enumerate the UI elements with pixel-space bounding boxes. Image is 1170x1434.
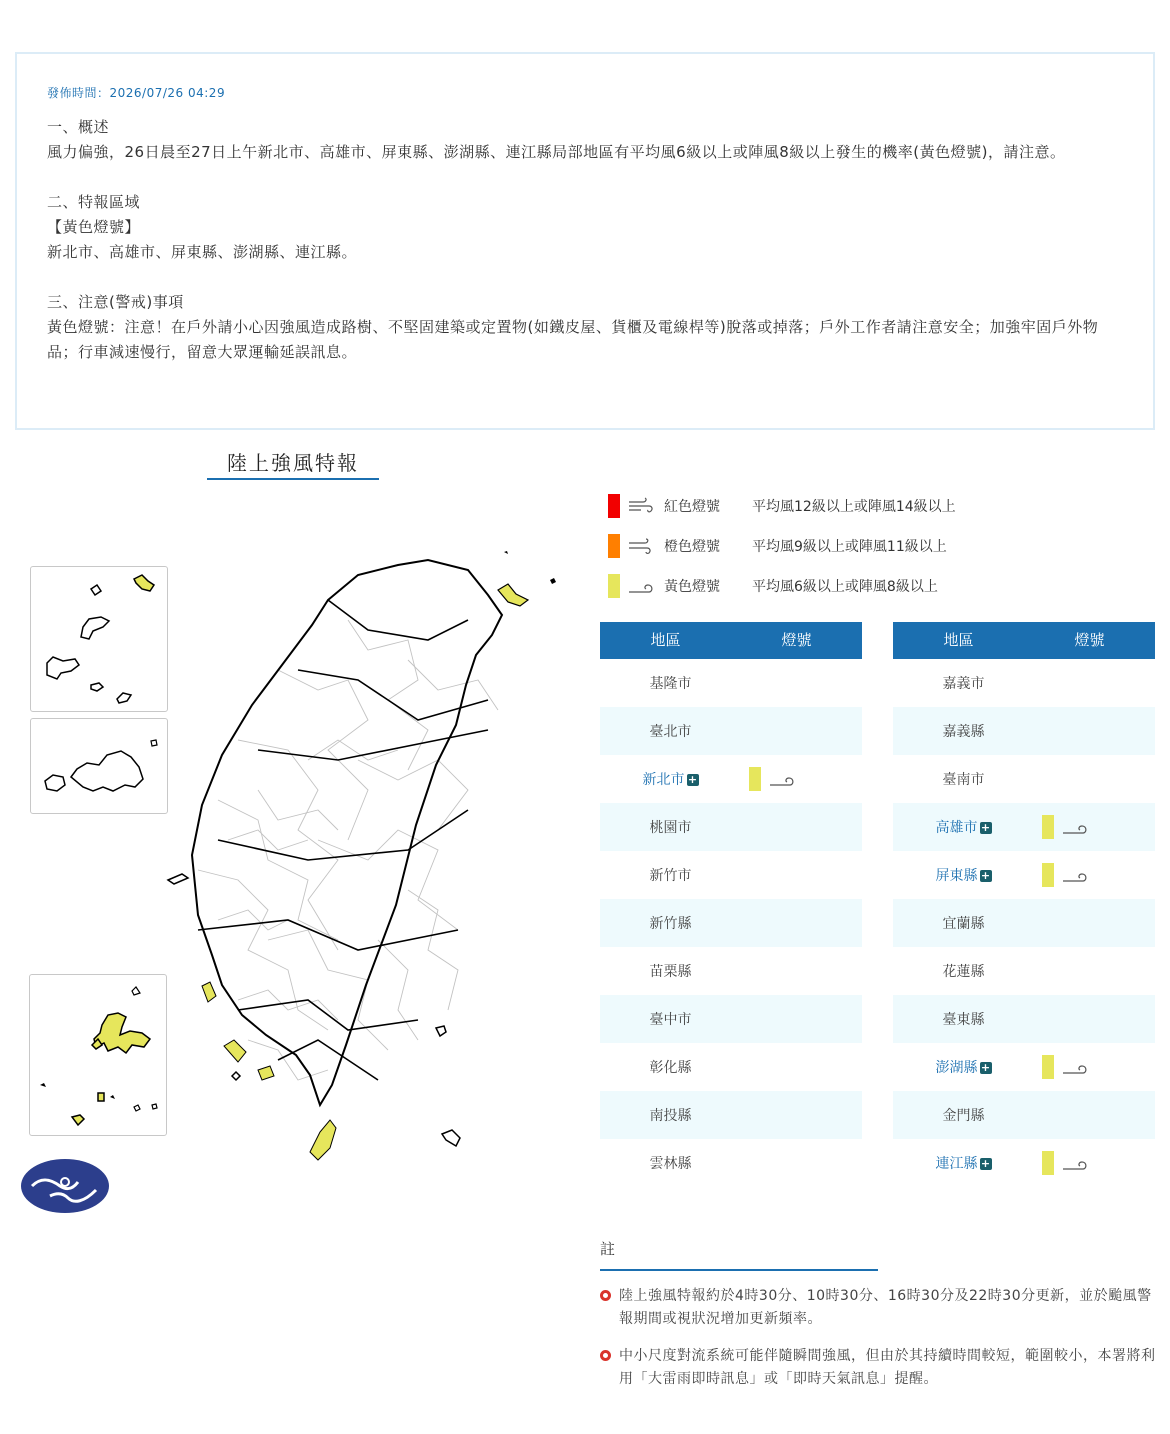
section1-body: 風力偏強，26日晨至27日上午新北市、高雄市、屏東縣、澎湖縣、連江縣局部地區有平均風6級以上或陣風8級以上發生的機率(黃色燈號)，請注意。 — [47, 143, 1066, 161]
expand-plus-icon[interactable]: + — [980, 1061, 991, 1074]
signal-cell — [1034, 1055, 1155, 1079]
wind-light-icon — [628, 577, 654, 595]
yellow-signal-bar — [1042, 1151, 1054, 1175]
table-row[interactable] — [893, 803, 1155, 851]
area-name — [893, 1009, 1034, 1029]
section2-areas: 新北市、高雄市、屏東縣、澎湖縣、連江縣。 — [47, 243, 358, 261]
legend-red-name: 紅色燈號 — [664, 499, 720, 515]
penghu-inset[interactable] — [29, 974, 167, 1136]
area-label: 新竹市 — [649, 868, 692, 884]
yellow-swatch — [608, 574, 620, 598]
area-label: 彰化縣 — [649, 1060, 692, 1076]
area-name — [600, 865, 741, 885]
taiwan-outline — [192, 560, 502, 1105]
yellow-signal-bar — [1042, 1055, 1054, 1079]
expand-plus-icon[interactable]: + — [980, 1157, 991, 1170]
section2-level: 【黃色燈號】 — [47, 218, 141, 236]
section3-title: 三、注意(警戒)事項 — [47, 293, 184, 311]
area-label[interactable]: 新北市 — [642, 772, 685, 788]
red-swatch — [608, 494, 620, 518]
wind-light-icon — [1062, 1154, 1088, 1172]
table-row — [893, 899, 1155, 947]
area-label: 嘉義縣 — [942, 724, 985, 740]
table-row[interactable] — [600, 755, 862, 803]
area-name[interactable] — [893, 817, 1034, 837]
signal-cell — [1034, 815, 1155, 839]
expand-plus-icon[interactable]: + — [687, 773, 698, 786]
legend-yellow-desc: 平均風6級以上或陣風8級以上 — [752, 579, 938, 595]
wind-medium-icon — [628, 537, 654, 555]
table-row — [600, 1139, 862, 1187]
issued-label: 發佈時間： — [47, 86, 110, 100]
area-name — [600, 961, 741, 981]
pingtung-west-highlight[interactable] — [258, 1066, 274, 1080]
yellow-signal-bar — [749, 767, 761, 791]
area-name — [600, 1057, 741, 1077]
table-row — [893, 947, 1155, 995]
new-taipei-highlight[interactable] — [498, 584, 528, 606]
bullet-icon — [600, 1350, 611, 1361]
legend-yellow — [608, 566, 956, 606]
penghu-map-svg — [30, 975, 168, 1137]
area-name — [600, 1153, 741, 1173]
area-label[interactable]: 高雄市 — [935, 820, 978, 836]
bullet-icon — [600, 1290, 611, 1301]
taiwan-map[interactable] — [18, 540, 578, 1220]
area-name[interactable] — [600, 769, 741, 789]
table-row[interactable] — [893, 851, 1155, 899]
table-row — [893, 707, 1155, 755]
main-island-svg — [158, 540, 578, 1180]
col-area-header: 地區 — [943, 631, 974, 649]
area-label: 金門縣 — [942, 1108, 985, 1124]
kaohsiung-highlight[interactable] — [202, 982, 216, 1002]
table-header — [893, 622, 1155, 659]
wind-light-icon — [1062, 866, 1088, 884]
area-name — [893, 721, 1034, 741]
table-row — [893, 995, 1155, 1043]
area-name — [893, 961, 1034, 981]
cwa-logo — [20, 1158, 110, 1214]
area-label: 基隆市 — [649, 676, 692, 692]
matsu-inset[interactable] — [30, 566, 168, 712]
expand-plus-icon[interactable]: + — [980, 821, 991, 834]
area-label: 嘉義市 — [942, 676, 985, 692]
issued-time — [47, 84, 1123, 101]
wind-light-icon — [769, 770, 795, 788]
area-table-left — [600, 622, 862, 1187]
area-label: 臺東縣 — [942, 1012, 985, 1028]
kaohsiung-south-highlight[interactable] — [224, 1040, 246, 1062]
table-row — [600, 707, 862, 755]
matsu-map-svg — [31, 567, 169, 713]
area-table-right — [893, 622, 1155, 1187]
section1-title: 一、概述 — [47, 118, 110, 136]
area-label: 桃園市 — [649, 820, 692, 836]
legend-red-desc: 平均風12級以上或陣風14級以上 — [752, 499, 956, 515]
table-row — [600, 1043, 862, 1091]
area-name — [600, 673, 741, 693]
note-text: 中小尺度對流系統可能伴隨瞬間強風，但由於其持續時間較短，範圍較小，本署將利用「大雷雨即時訊息」或「即時天氣訊息」提醒。 — [619, 1348, 1156, 1387]
area-name — [893, 913, 1034, 933]
area-label: 臺中市 — [649, 1012, 692, 1028]
note-item — [600, 1285, 1156, 1331]
wind-light-icon — [1062, 1058, 1088, 1076]
kinmen-map-svg — [31, 719, 169, 815]
area-label: 雲林縣 — [649, 1156, 692, 1172]
notes-section — [600, 1238, 1156, 1391]
table-row[interactable] — [893, 1043, 1155, 1091]
yellow-signal-bar — [1042, 815, 1054, 839]
area-label: 花蓮縣 — [942, 964, 985, 980]
wind-strong-icon — [628, 497, 654, 515]
area-name — [893, 1105, 1034, 1125]
legend-orange-desc: 平均風9級以上或陣風11級以上 — [752, 539, 947, 555]
area-name — [893, 769, 1034, 789]
section2-title: 二、特報區域 — [47, 193, 141, 211]
table-row — [893, 659, 1155, 707]
area-label[interactable]: 屏東縣 — [935, 868, 978, 884]
note-text: 陸上強風特報約於4時30分、10時30分、16時30分及22時30分更新，並於颱風警報期間或視狀況增加更新頻率。 — [619, 1288, 1152, 1327]
note-item — [600, 1345, 1156, 1391]
area-name — [600, 721, 741, 741]
table-row — [893, 755, 1155, 803]
table-row — [600, 995, 862, 1043]
issued-value: 2026/07/26 04:29 — [109, 86, 226, 100]
section3-body: 黃色燈號：注意！在戶外請小心因強風造成路樹、不堅固建築或定置物(如鐵皮屋、貨櫃及電線桿等)脫落或掉落；戶外工作者請注意安全；加強牢固戶外物品；行車減速慢行，留意大眾運輸延誤訊息。 — [47, 318, 1099, 361]
signal-cell — [1034, 863, 1155, 887]
orange-swatch — [608, 534, 620, 558]
signal-cell — [741, 767, 862, 791]
area-label: 臺北市 — [649, 724, 692, 740]
area-label[interactable]: 連江縣 — [935, 1156, 978, 1172]
table-row — [600, 1091, 862, 1139]
expand-plus-icon[interactable]: + — [980, 869, 991, 882]
table-header — [600, 622, 862, 659]
signal-legend — [608, 486, 956, 606]
area-name[interactable] — [893, 865, 1034, 885]
notes-title: 註 — [600, 1238, 878, 1271]
legend-yellow-name: 黃色燈號 — [664, 579, 720, 595]
area-label: 臺南市 — [942, 772, 985, 788]
col-area-header: 地區 — [650, 631, 681, 649]
area-name — [600, 1009, 741, 1029]
area-name — [600, 913, 741, 933]
area-label: 苗栗縣 — [649, 964, 692, 980]
yellow-signal-bar — [1042, 863, 1054, 887]
col-signal-header: 燈號 — [1074, 631, 1105, 649]
area-label: 宜蘭縣 — [942, 916, 985, 932]
col-signal-header: 燈號 — [781, 631, 812, 649]
legend-orange — [608, 526, 956, 566]
table-row — [600, 659, 862, 707]
signal-cell — [1034, 1151, 1155, 1175]
pingtung-south-highlight[interactable] — [310, 1120, 336, 1160]
area-name — [893, 673, 1034, 693]
bulletin-panel — [15, 52, 1155, 430]
legend-orange-name: 橙色燈號 — [664, 539, 720, 555]
map-title: 陸上強風特報 — [207, 450, 379, 480]
area-label[interactable]: 澎湖縣 — [935, 1060, 978, 1076]
table-row — [893, 1091, 1155, 1139]
table-row — [600, 851, 862, 899]
wind-light-icon — [1062, 818, 1088, 836]
table-row — [600, 803, 862, 851]
table-row — [600, 899, 862, 947]
legend-red — [608, 486, 956, 526]
area-label: 南投縣 — [649, 1108, 692, 1124]
area-label: 新竹縣 — [649, 916, 692, 932]
table-row — [600, 947, 862, 995]
area-name[interactable] — [893, 1057, 1034, 1077]
area-name — [600, 817, 741, 837]
area-name[interactable] — [893, 1153, 1034, 1173]
kinmen-inset[interactable] — [30, 718, 168, 814]
area-name — [600, 1105, 741, 1125]
table-row[interactable] — [893, 1139, 1155, 1187]
